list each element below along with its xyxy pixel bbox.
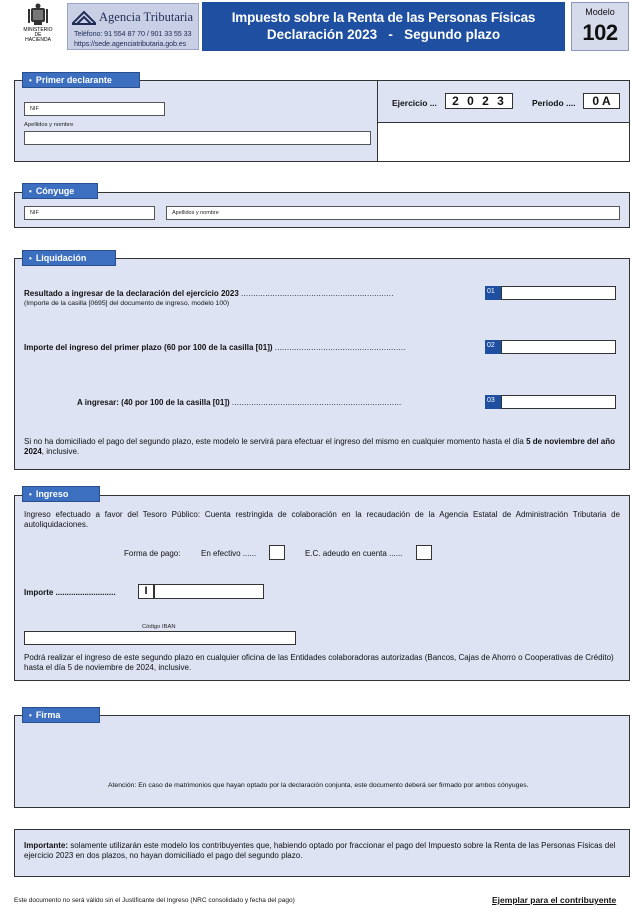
firma-note: Atención: En caso de matrimonios que hayan optado por la declaración conjunta, este documento deberá ser firmado por ambos cónyuges. — [108, 782, 529, 789]
nif-field[interactable] — [24, 102, 165, 116]
section-divider — [378, 122, 629, 123]
tab-ingreso: • Ingreso — [22, 486, 100, 502]
firma-section[interactable] — [14, 715, 630, 808]
blank-area — [378, 122, 629, 161]
tab-conyuge: • Cónyuge — [22, 183, 98, 199]
ingreso-footer-note: Podrá realizar el ingreso de este segundo plazo en cualquier oficina de las Entidades colaboradoras autorizadas (Bancos, Cajas de Ahorro o Cooperativas de Crédito) hasta el día 5 de noviembre de 2024, inclusive. — [24, 653, 614, 672]
line1-label: Resultado a ingresar de la declaración del ejercicio 2023 ............................................................... — [24, 289, 394, 298]
model-box — [571, 2, 629, 51]
coat-of-arms-icon — [28, 3, 48, 27]
form-title — [202, 2, 565, 51]
importe-prefix: I — [138, 584, 154, 599]
periodo-label: Periodo .... — [532, 98, 576, 108]
conyuge-name-field[interactable] — [166, 206, 620, 220]
primer-declarante-section — [14, 80, 630, 162]
tab-firma: • Firma — [22, 707, 100, 723]
ministry-name: MINISTERIO DE HACIENDA — [23, 27, 53, 43]
agency-phone: Teléfono: 91 554 87 70 / 901 33 55 33 — [74, 29, 192, 38]
conyuge-nif-label: NIF — [30, 210, 39, 216]
ejercicio-digit: 0 — [467, 94, 474, 108]
name-label: Apellidos y nombre — [24, 122, 74, 128]
line3-label: A ingresar: (40 por 100 de la casilla [01]) ...................................................................... — [77, 398, 402, 407]
box-02-input[interactable] — [501, 340, 616, 354]
ejercicio-label: Ejercicio ... — [392, 98, 437, 108]
agency-logo-icon — [72, 10, 96, 26]
importe-input[interactable] — [154, 584, 264, 599]
footer-copy-label: Ejemplar para el contribuyente — [492, 895, 617, 905]
tab-primer-declarante: • Primer declarante — [22, 72, 140, 88]
nif-label: NIF — [30, 106, 39, 112]
ingreso-intro: Ingreso efectuado a favor del Tesoro Público: Cuenta restringida de colaboración en la recaudación de la Agencia Estatal de Administración Tributaria de autoliquidaciones. — [24, 510, 620, 529]
forma-pago-label: Forma de pago: — [124, 549, 181, 558]
conyuge-nif-field[interactable] — [24, 206, 155, 220]
periodo-field[interactable]: 0 A — [583, 93, 620, 109]
line1-note: (Importe de la casilla [0695] del documento de ingreso, modelo 100) — [24, 300, 230, 307]
name-field[interactable] — [24, 131, 371, 145]
box-03-label: 03 — [485, 395, 501, 409]
footer-note: Este documento no será válido sin el Justificante del Ingreso (NRC consolidado y fecha del pago) — [14, 897, 295, 904]
efectivo-label: En efectivo ...... — [201, 549, 257, 558]
ejercicio-digit: 2 — [482, 94, 489, 108]
importante-text: Importante: solamente utilizarán este modelo los contribuyentes que, habiendo optado por fraccionar el pago del Impuesto sobre la Renta de las Personas Físicas del ejercicio 2023 en dos plazos, no hayan domiciliado el pago del segundo plazo. — [24, 841, 616, 860]
conyuge-name-label: Apellidos y nombre — [172, 210, 219, 216]
agency-header — [67, 3, 199, 50]
form-title-line1: Impuesto sobre la Renta de las Personas Físicas — [231, 10, 536, 25]
agency-url[interactable]: https://sede.agenciatributaria.gob.es — [74, 39, 187, 48]
form-title-line2: Declaración 2023 - Segundo plazo — [266, 27, 501, 42]
ejercicio-digit: 2 — [452, 94, 459, 108]
ejercicio-field[interactable] — [445, 93, 513, 109]
importe-label: Importe ........................... — [24, 588, 116, 597]
efectivo-checkbox[interactable] — [269, 545, 285, 560]
liquidacion-note: Si no ha domiciliado el pago del segundo plazo, este modelo le servirá para efectuar el ingreso del mismo en cualquier momento hasta el día 5 de noviembre del año 2024, inclusive. — [24, 437, 615, 456]
model-label: Modelo — [585, 7, 615, 17]
box-02-label: 02 — [485, 340, 501, 354]
box-03-input[interactable] — [501, 395, 616, 409]
iban-label: Código IBAN — [142, 624, 176, 630]
iban-input[interactable] — [24, 631, 296, 645]
tab-liquidacion: • Liquidación — [22, 250, 116, 266]
box-01-label: 01 — [485, 286, 501, 300]
adeudo-checkbox[interactable] — [416, 545, 432, 560]
adeudo-label: E.C. adeudo en cuenta ...... — [305, 549, 403, 558]
agency-name: Agencia Tributaria — [99, 10, 194, 24]
line2-label: Importe del ingreso del primer plazo (60 por 100 de la casilla [01]) ...................................................... — [24, 343, 406, 352]
ministry-logo — [16, 3, 60, 49]
box-01-input[interactable] — [501, 286, 616, 300]
model-number: 102 — [582, 20, 618, 45]
ejercicio-digit: 3 — [497, 94, 504, 108]
